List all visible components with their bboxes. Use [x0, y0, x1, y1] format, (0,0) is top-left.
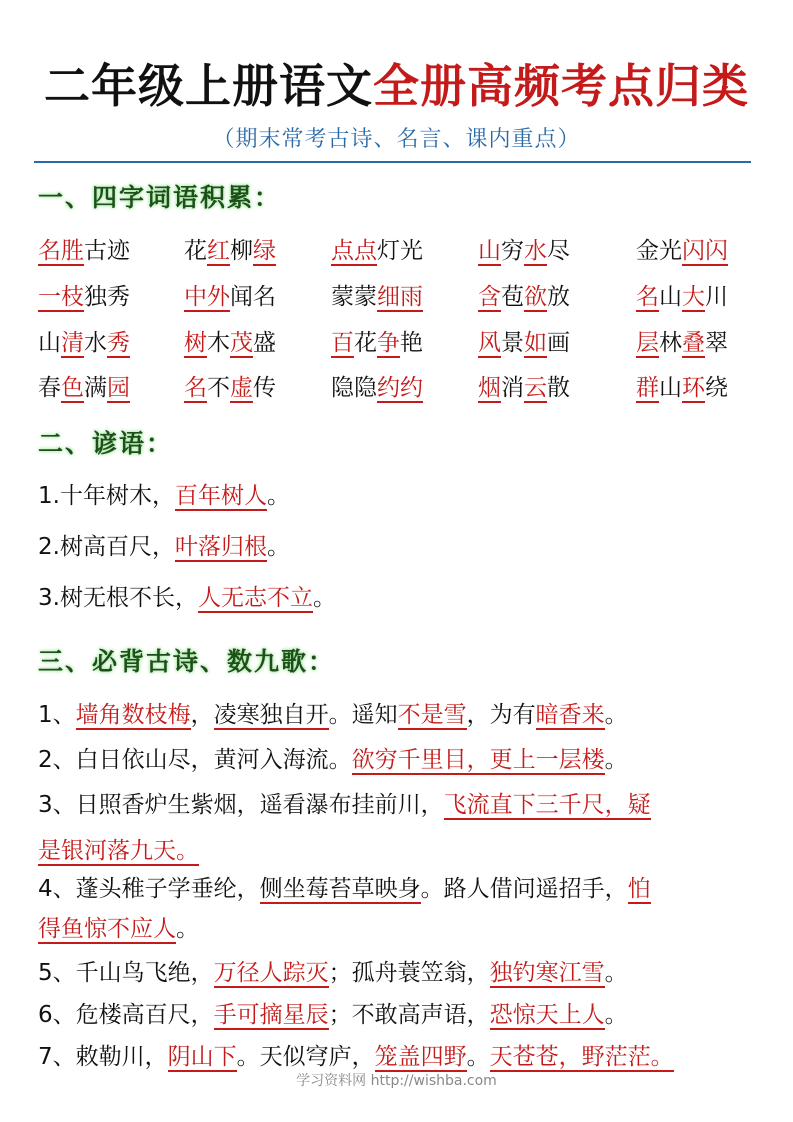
plain-text: 1.十年树木， — [38, 483, 175, 509]
answer-text: 名 — [636, 284, 659, 310]
idiom-item — [478, 328, 570, 358]
plain-text: 。 — [604, 1002, 628, 1028]
idiom-item — [331, 282, 423, 312]
answer-text: 墙角数枝梅 — [75, 702, 191, 728]
answer-text: 笼盖四野 — [374, 1044, 467, 1070]
answer-text: 争 — [377, 330, 400, 356]
underlined-text: 侧坐莓苔草映身 — [259, 876, 421, 902]
answer-text: 细雨 — [377, 284, 423, 310]
answer-text: 树 — [184, 330, 207, 356]
plain-text: 4、蓬头稚子学垂纶， — [38, 876, 260, 902]
answer-text: 飞流直下三千尺，疑 — [443, 792, 651, 818]
poem-line — [38, 836, 199, 866]
section1-heading: 一、四字词语积累： — [38, 183, 282, 212]
idiom-item — [38, 236, 130, 266]
idiom-item — [331, 236, 423, 266]
answer-text: 天苍苍，野茫茫。 — [489, 1044, 674, 1070]
answer-text: 叶落归根 — [174, 534, 267, 560]
answer-text: 欲穷千里目，更上一层楼 — [351, 747, 605, 773]
plain-text: 川 — [705, 284, 728, 310]
idiom-item — [478, 282, 570, 312]
plain-text: 。 — [604, 960, 628, 986]
plain-text: 艳 — [400, 330, 423, 356]
answer-text: 人无志不立 — [197, 585, 313, 611]
page-title — [0, 50, 793, 116]
plain-text: 山 — [38, 330, 61, 356]
answer-text: 约约 — [377, 375, 423, 401]
answer-text: 不是雪 — [397, 702, 467, 728]
answer-text: 红 — [207, 238, 230, 264]
plain-text: 蒙蒙 — [331, 284, 377, 310]
plain-text: 放 — [547, 284, 570, 310]
answer-text: 中外 — [184, 284, 230, 310]
plain-text: 6、危楼高百尺， — [38, 1002, 214, 1028]
poem-line — [38, 914, 199, 944]
plain-text: 闻名 — [230, 284, 276, 310]
answer-text: 园 — [107, 375, 130, 401]
plain-text: 景 — [501, 330, 524, 356]
plain-text: 穷 — [501, 238, 524, 264]
plain-text: 山 — [659, 284, 682, 310]
plain-text: 。 — [466, 1044, 490, 1070]
plain-text: 3、日照香炉生紫烟，遥看瀑布挂前川， — [38, 792, 444, 818]
idiom-item — [38, 328, 130, 358]
poem-line — [38, 1000, 628, 1030]
answer-text: 怕 — [627, 876, 651, 902]
answer-text: 暗香来 — [535, 702, 605, 728]
plain-text: ；不敢高声语， — [328, 1002, 490, 1028]
idiom-item — [636, 236, 728, 266]
answer-text: 欲 — [524, 284, 547, 310]
idiom-item — [478, 236, 570, 266]
idiom-item — [184, 236, 276, 266]
answer-text: 绿 — [253, 238, 276, 264]
idiom-item — [331, 328, 423, 358]
poem-line — [38, 1042, 674, 1072]
plain-text: 山 — [659, 375, 682, 401]
plain-text: 1、 — [38, 702, 76, 728]
plain-text: 消 — [501, 375, 524, 401]
plain-text: ， — [190, 702, 214, 728]
idiom-item — [331, 373, 423, 403]
plain-text: 木 — [207, 330, 230, 356]
plain-text: ，为有 — [466, 702, 536, 728]
section2-heading: 二、谚语： — [38, 429, 174, 458]
answer-text: 如 — [524, 330, 547, 356]
plain-text: 。 — [604, 747, 628, 773]
plain-text: 画 — [547, 330, 570, 356]
answer-text: 手可摘星辰 — [213, 1002, 329, 1028]
idiom-item — [184, 282, 276, 312]
poem-line — [38, 958, 628, 988]
answer-text: 山 — [478, 238, 501, 264]
plain-text: 。 — [266, 534, 290, 560]
title-divider — [34, 161, 751, 163]
answer-text: 百 — [331, 330, 354, 356]
poem-line — [38, 790, 651, 820]
plain-text: 7、敕勒川， — [38, 1044, 168, 1070]
underlined-text: 凌寒独自开 — [213, 702, 329, 728]
plain-text: 翠 — [705, 330, 728, 356]
title-part1: 二年级上册语文 — [44, 59, 373, 113]
idiom-item — [38, 373, 130, 403]
idiom-item — [478, 373, 570, 403]
proverb-item — [38, 481, 290, 511]
plain-text: 金光 — [636, 238, 682, 264]
plain-text: 花 — [184, 238, 207, 264]
answer-text: 秀 — [107, 330, 130, 356]
answer-text: 叠 — [682, 330, 705, 356]
idiom-item — [636, 282, 728, 312]
plain-text: 。 — [604, 702, 628, 728]
answer-text: 风 — [478, 330, 501, 356]
answer-text: 云 — [524, 375, 547, 401]
plain-text: ；孤舟蓑笠翁， — [328, 960, 490, 986]
plain-text: 灯光 — [377, 238, 423, 264]
plain-text: 春 — [38, 375, 61, 401]
idiom-item — [38, 282, 130, 312]
idiom-item — [184, 328, 276, 358]
plain-text: 。 — [176, 916, 199, 942]
answer-text: 色 — [61, 375, 84, 401]
answer-text: 水 — [524, 238, 547, 264]
idiom-item — [636, 328, 728, 358]
plain-text: 。 — [312, 585, 336, 611]
plain-text: 绕 — [705, 375, 728, 401]
answer-text: 闪闪 — [682, 238, 728, 264]
plain-text: 。 — [266, 483, 290, 509]
proverb-item — [38, 532, 290, 562]
plain-text: 。路人借问遥招手， — [420, 876, 628, 902]
plain-text: 苞 — [501, 284, 524, 310]
answer-text: 名 — [184, 375, 207, 401]
poem-line — [38, 874, 651, 904]
answer-text: 阴山下 — [167, 1044, 237, 1070]
footer-watermark: 学习资料网 http://wishba.com — [296, 1073, 497, 1089]
answer-text: 独钓寒江雪 — [489, 960, 605, 986]
plain-text: 独秀 — [84, 284, 130, 310]
plain-text: 尽 — [547, 238, 570, 264]
plain-text: 柳 — [230, 238, 253, 264]
answer-text: 群 — [636, 375, 659, 401]
plain-text: 古迹 — [84, 238, 130, 264]
answer-text: 环 — [682, 375, 705, 401]
poem-line — [38, 745, 628, 775]
plain-text: 。天似穹庐， — [236, 1044, 375, 1070]
answer-text: 得鱼惊不应人 — [38, 916, 176, 942]
title-part2: 全册高频考点归类 — [373, 59, 749, 113]
plain-text: 2、白日依山尽，黄河入海流。 — [38, 747, 352, 773]
proverb-item — [38, 583, 336, 613]
page-subtitle: （期末常考古诗、名言、课内重点） — [212, 127, 581, 152]
answer-text: 清 — [61, 330, 84, 356]
plain-text: 散 — [547, 375, 570, 401]
answer-text: 恐惊天上人 — [489, 1002, 605, 1028]
answer-text: 一枝 — [38, 284, 84, 310]
answer-text: 万径人踪灭 — [213, 960, 329, 986]
plain-text: 盛 — [253, 330, 276, 356]
answer-text: 茂 — [230, 330, 253, 356]
section3-heading: 三、必背古诗、数九歌： — [38, 647, 336, 676]
idiom-item — [184, 373, 276, 403]
plain-text: 传 — [253, 375, 276, 401]
plain-text: 2.树高百尺， — [38, 534, 175, 560]
answer-text: 百年树人 — [174, 483, 267, 509]
answer-text: 大 — [682, 284, 705, 310]
idiom-item — [636, 373, 728, 403]
plain-text: 满 — [84, 375, 107, 401]
plain-text: 。遥知 — [328, 702, 398, 728]
plain-text: 隐隐 — [331, 375, 377, 401]
poem-line — [38, 700, 628, 730]
answer-text: 虚 — [230, 375, 253, 401]
answer-text: 层 — [636, 330, 659, 356]
plain-text: 水 — [84, 330, 107, 356]
answer-text: 含 — [478, 284, 501, 310]
answer-text: 是银河落九天。 — [38, 838, 199, 864]
plain-text: 不 — [207, 375, 230, 401]
plain-text: 花 — [354, 330, 377, 356]
answer-text: 烟 — [478, 375, 501, 401]
plain-text: 3.树无根不长， — [38, 585, 198, 611]
plain-text: 林 — [659, 330, 682, 356]
answer-text: 点点 — [331, 238, 377, 264]
plain-text: 5、千山鸟飞绝， — [38, 960, 214, 986]
answer-text: 名胜 — [38, 238, 84, 264]
